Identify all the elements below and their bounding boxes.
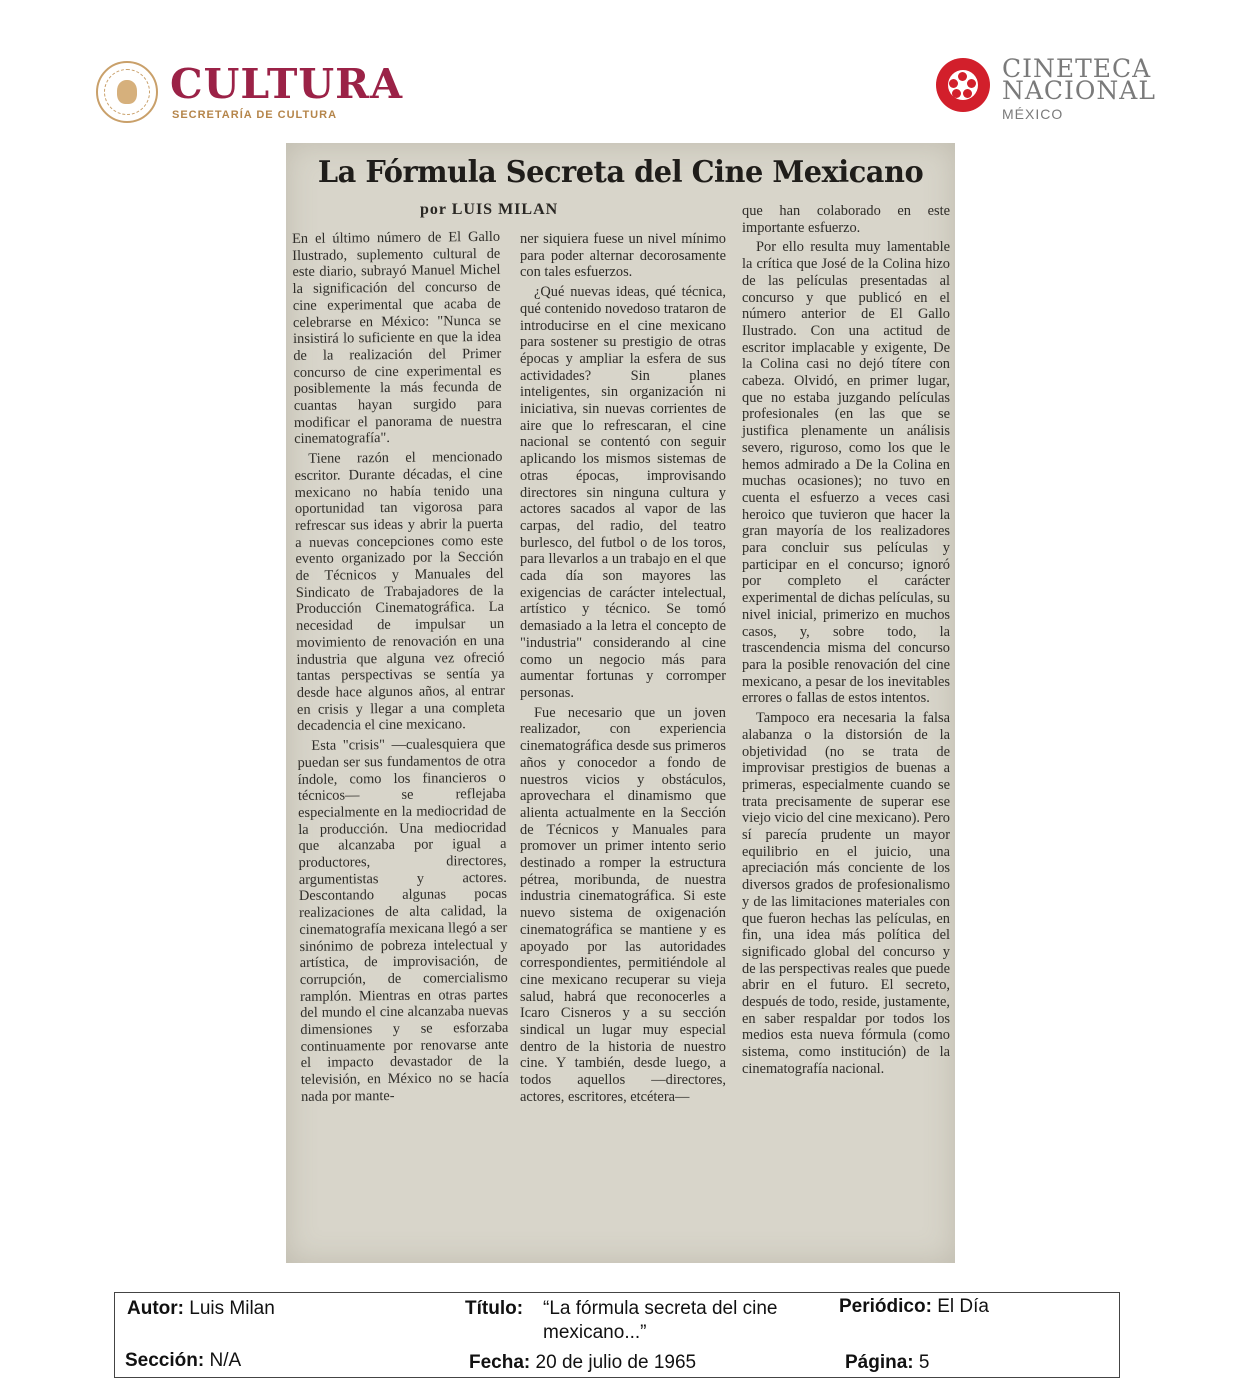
cultura-title: CULTURA [170, 60, 404, 108]
article-column-1 [292, 229, 509, 1109]
article-title: La Fórmula Secreta del Cine Mexicano [317, 155, 924, 190]
cultura-subtitle: SECRETARÍA DE CULTURA [172, 109, 338, 121]
paragraph: que han colaborado en este importante esfuerzo. [742, 203, 950, 236]
pagina-field [845, 1351, 929, 1375]
paragraph: Tampoco era necesaria la falsa alabanza o la distorsión de la objetividad (no se trata de improvisar prestigios de buenas a primeras, especialmente cuando se trata precisamente de superar ese viejo vicio del cine mexicano). Pero sí parecía prudente un mayor equilibrio en el juicio, una apreciación más conciente de los diversos grados de profesionalismo y de las limitaciones materiales con que fueron hechas las películas, en fin, una idea más política del significado global del concurso y de las perspectivas reales que puede abrir en el futuro. El secreto, después de todo, reside, justamente, en saber respaldar por todos los medios esta nueva fórmula (como sistema, como institución) de la cinematografía nacional. [742, 710, 950, 1077]
fecha-value: 20 de julio de 1965 [535, 1352, 697, 1373]
titulo-field [465, 1297, 523, 1321]
cineteca-line3: MÉXICO [1002, 106, 1064, 122]
pagina-value: 5 [918, 1352, 930, 1373]
seccion-label: Sección: [125, 1350, 205, 1371]
cineteca-line2: NACIONAL [1002, 76, 1156, 105]
fecha-field [469, 1351, 696, 1375]
cultura-wordmark [170, 60, 404, 121]
paragraph: Fue necesario que un joven realizador, con experiencia cinematográfica desde sus primeros años y conocedor a fondo de nuestros vicios y obstáculos, aprovechara el dinamismo que alienta actualmente en la Sección de Técnicos y Manuales para promover un primer intento serio destinado a romper la estructura pétrea, moribunda, de nuestra industria cinematográfica. Si este nuevo sistema de oxigenación cinematográfica se mantiene y es apoyado por las autoridades correspondientes, permitiéndole al cine mexicano recuperar su vieja salud, habrá que reconocerles a Icaro Cisneros y a su sección sindical un lugar muy especial dentro de la historia de nuestro cine. Y también, desde luego, a todos aquellos —directores, actores, escritores, etcétera— [520, 704, 726, 1105]
autor-value: Luis Milan [189, 1298, 275, 1319]
article-column-3 [742, 203, 950, 1081]
newspaper-clipping [286, 143, 955, 1263]
metadata-box [114, 1292, 1120, 1378]
periodico-value: El Día [937, 1296, 989, 1317]
cineteca-line1: CINETECA [1002, 54, 1152, 83]
article-column-2 [520, 231, 726, 1109]
paragraph: Tiene razón el mencionado escritor. Durante décadas, el cine mexicano no había tenido una oportunidad tan vigorosa para refrescar sus ideas y abrir la puerta a nuevas concepciones como este evento organizado por la Sección de Técnicos y Manuales del Sindicato de Trabajadores de la Producción Cinematográfica. La necesidad de impulsar un movimiento de renovación en una industria que alguna vez ofreció tantas perspectivas se sentía ya desde hace algunos años, al entrar en crisis y llegar a una completa decadencia el cine mexicano. [294, 448, 506, 735]
cultura-logo [96, 56, 403, 128]
seccion-value: N/A [209, 1350, 242, 1371]
paragraph: ¿Qué nuevas ideas, qué técnica, qué contenido novedoso trataron de introducirse en el cine mexicano para sostener su prestigio de otras épocas y ampliar la esfera de sus actividades? Sin planes inteligentes, sin organización ni iniciativa, sin nuevas corrientes de aire que lo refrescaran, el cine nacional se contentó con seguir aplicando los mismos sistemas de otras épocas, improvisando directores sin ninguna cultura y actores sacados al vapor de las carpas, del radio, del teatro burlesco, del futbol o de los toros, para llevarlos a un trabajo en el que cada día son mayores las exigencias de carácter intelectual, artístico y técnico. Se tomó demasiado a la letra el concepto de "industria" considerando al cine como un negocio más para aumentar fortunas y corromper personas. [520, 284, 726, 701]
article-byline: por LUIS MILAN [420, 201, 559, 218]
titulo-label: Título: [465, 1298, 524, 1319]
autor-field [127, 1297, 275, 1321]
seccion-field [125, 1349, 241, 1373]
cineteca-logo [936, 54, 1156, 122]
fecha-label: Fecha: [469, 1352, 531, 1373]
paragraph: ner siquiera fuese un nivel mínimo para poder alternar decorosamente con tales esfuerzos. [520, 231, 726, 281]
paragraph: Por ello resulta muy lamentable la crítica que José de la Colina hizo de las películas presentadas al concurso y que publicó en el número anterior de El Gallo Ilustrado. Con una actitud de escritor implacable y exigente, De la Colina casi no dejó títere con cabeza. Olvidó, en primer lugar, que no estaba juzgando películas profesionales (en las que se justifica plenamente un análisis severo, riguroso, como los que le hemos admirado a De la Colina en muchas ocasiones); no tuvo en cuenta el esfuerzo a veces casi heroico que tuvieron que hacer la gran mayoría de los realizadores para concluir sus películas y participar en el concurso; ignoró por completo el carácter experimental de dichas películas, su nivel inicial, primerizo en muchos casos, y, sobre todo, la trascendencia misma del concurso para la posible renovación del cine mexicano, a pesar de los inevitables errores o fallas de estos intentos. [742, 239, 950, 707]
mexican-seal-icon [96, 61, 158, 123]
paragraph: En el último número de El Gallo Ilustrado, suplemento cultural de este diario, subrayó Manuel Michel la significación del concurso de cine experimental que acaba de celebrarse en México: "Nunca se insistirá lo suficiente en que la idea de la realización del Primer concurso de cine experimental es posiblemente la más fecunda de cuantas hayan surgido para modificar el panorama de nuestra cinematografía". [292, 228, 503, 448]
pagina-label: Página: [845, 1352, 914, 1373]
titulo-value: “La fórmula secreta del cine mexicano...” [543, 1298, 778, 1343]
autor-label: Autor: [127, 1298, 184, 1319]
periodico-label: Periódico: [839, 1296, 932, 1317]
film-reel-icon [936, 58, 990, 112]
cineteca-wordmark [1002, 54, 1156, 122]
periodico-field [839, 1295, 989, 1319]
paragraph: Esta "crisis" —cualesquiera que puedan ser sus fundamentos de otra índole, como los financieros o técnicos— se reflejaba especialmente en la mediocridad de la producción. Una mediocridad que alcanzaba por igual a productores, directores, argumentistas y actores. Descontando algunas pocas realizaciones de alta calidad, la cinematografía mexicana llegó a ser sinónimo de pobreza intelectual y artística, de improvisación, de corrupción, de comercialismo ramplón. Mientras en otras partes del mundo el cine alcanzaba nuevas dimensiones y se esforzaba continuamente por renovarse ante el impacto devastador de la televisión, en México no se hacía nada por mante- [297, 735, 509, 1105]
